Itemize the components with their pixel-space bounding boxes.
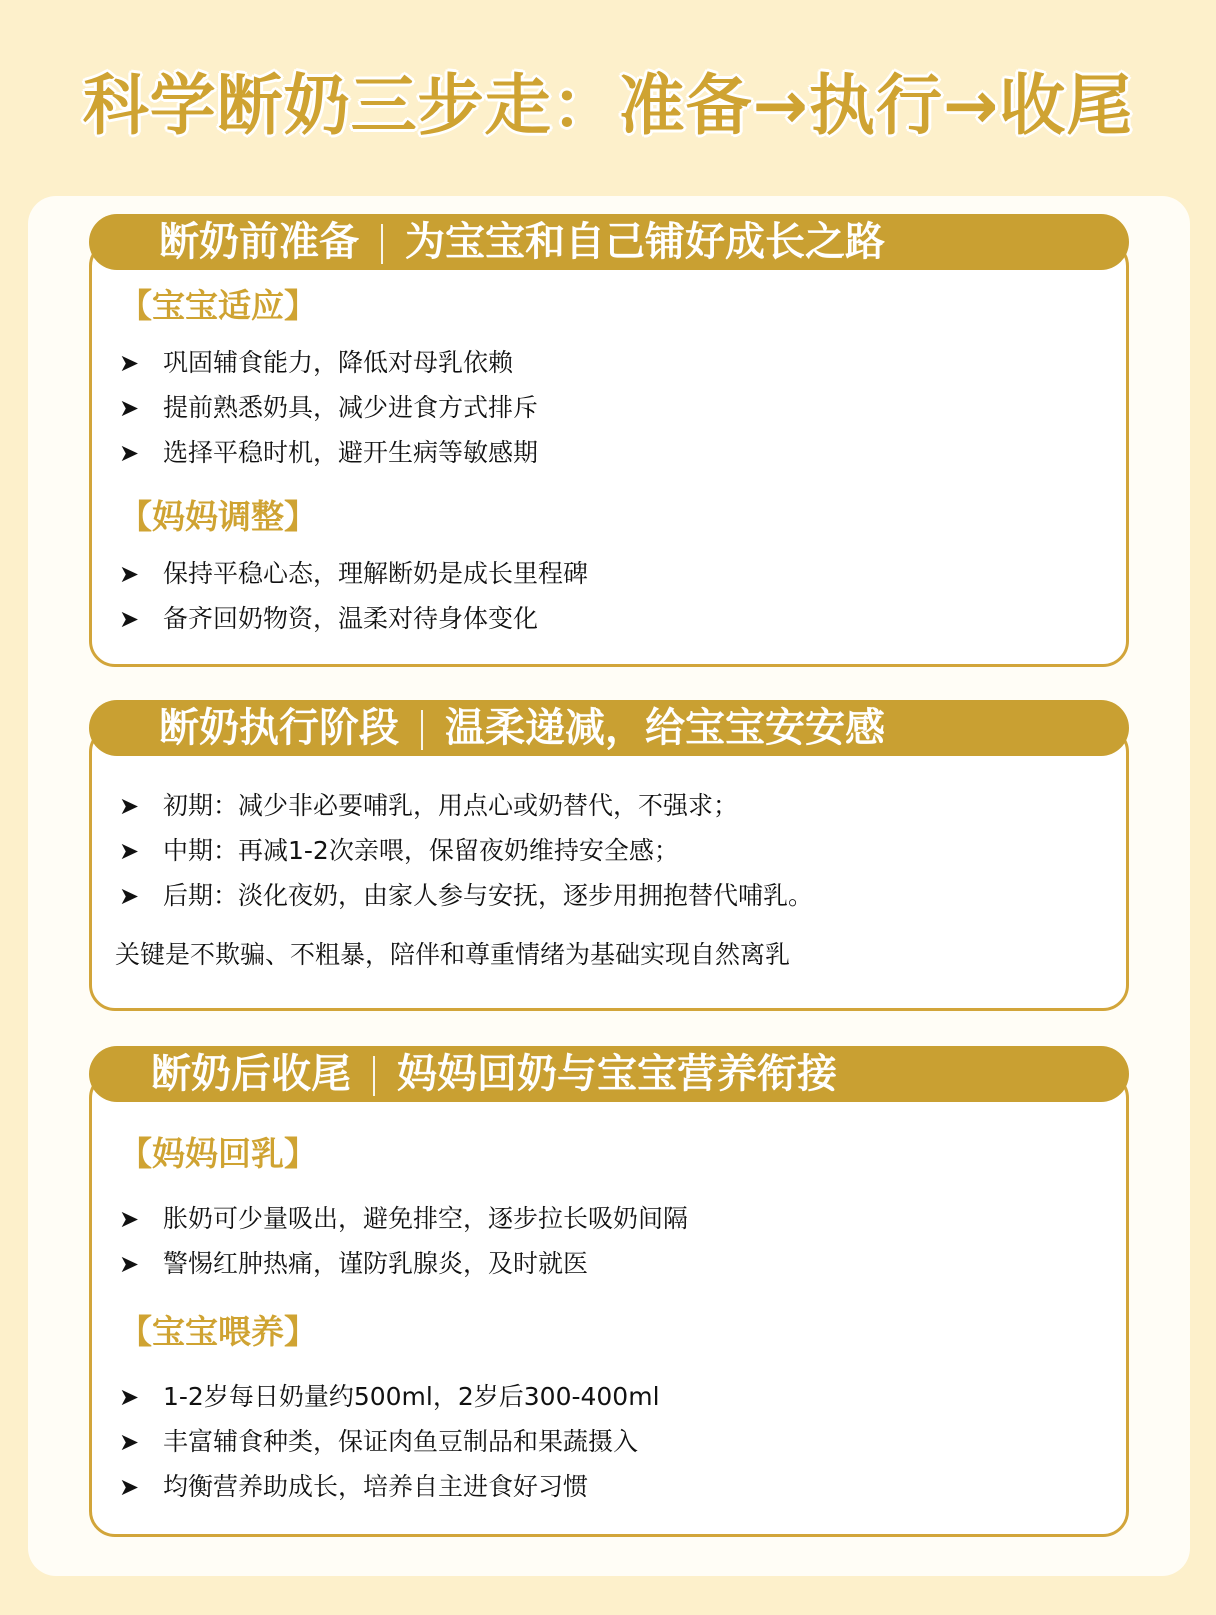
section-header — [89, 214, 1129, 270]
section-wrapup — [89, 1046, 1129, 1537]
group-label: 【宝宝喂养】 — [119, 1312, 317, 1351]
section-header — [89, 700, 1129, 756]
header-divider — [373, 1056, 375, 1096]
list-item: ➤ 1-2岁每日奶量约500ml，2岁后300-400ml — [119, 1374, 1109, 1419]
key-note: 关键是不欺骗、不粗暴，陪伴和尊重情绪为基础实现自然离乳 — [115, 940, 791, 969]
arrow-bullet-icon: ➤ — [119, 560, 140, 588]
arrow-bullet-icon: ➤ — [119, 349, 140, 377]
list-item: ➤ 选择平稳时机，避开生病等敏感期 — [119, 430, 1109, 475]
list-item: ➤ 提前熟悉奶具，减少进食方式排斥 — [119, 385, 1109, 430]
arrow-bullet-icon: ➤ — [119, 1205, 140, 1233]
list-item: ➤ 丰富辅食种类，保证肉鱼豆制品和果蔬摄入 — [119, 1419, 1109, 1464]
header-sub: 为宝宝和自己铺好成长之路 — [405, 219, 885, 265]
group-label: 【宝宝适应】 — [119, 286, 317, 325]
page-title: 科学断奶三步走：准备→执行→收尾 — [82, 67, 1134, 144]
arrow-bullet-icon: ➤ — [119, 1383, 140, 1411]
arrow-bullet-icon: ➤ — [119, 394, 140, 422]
header-main: 断奶执行阶段 — [159, 705, 399, 751]
header-divider — [421, 710, 423, 750]
header-main: 断奶后收尾 — [151, 1051, 351, 1097]
header-divider — [381, 224, 383, 264]
arrow-bullet-icon: ➤ — [119, 1250, 140, 1278]
arrow-bullet-icon: ➤ — [119, 605, 140, 633]
arrow-bullet-icon: ➤ — [119, 1473, 140, 1501]
list-item: ➤ 中期：再减1-2次亲喂，保留夜奶维持安全感； — [119, 828, 1109, 873]
list-item: ➤ 胀奶可少量吸出，避免排空，逐步拉长吸奶间隔 — [119, 1196, 1109, 1241]
arrow-bullet-icon: ➤ — [119, 1428, 140, 1456]
section-execution — [89, 700, 1129, 1011]
section-preparation — [89, 214, 1129, 667]
arrow-bullet-icon: ➤ — [119, 882, 140, 910]
header-sub: 温柔递减，给宝宝安安感 — [445, 705, 885, 751]
section-header — [89, 1046, 1129, 1102]
list-item: ➤ 均衡营养助成长，培养自主进食好习惯 — [119, 1464, 1109, 1509]
arrow-bullet-icon: ➤ — [119, 837, 140, 865]
list-item: ➤ 巩固辅食能力，降低对母乳依赖 — [119, 340, 1109, 385]
header-sub: 妈妈回奶与宝宝营养衔接 — [397, 1051, 837, 1097]
list-item: ➤ 警惕红肿热痛，谨防乳腺炎，及时就医 — [119, 1241, 1109, 1286]
arrow-bullet-icon: ➤ — [119, 439, 140, 467]
header-main: 断奶前准备 — [159, 219, 359, 265]
list-item: ➤ 初期：减少非必要哺乳，用点心或奶替代，不强求； — [119, 783, 1109, 828]
arrow-bullet-icon: ➤ — [119, 792, 140, 820]
list-item: ➤ 备齐回奶物资，温柔对待身体变化 — [119, 596, 1109, 641]
group-label: 【妈妈回乳】 — [119, 1134, 317, 1173]
list-item: ➤ 保持平稳心态，理解断奶是成长里程碑 — [119, 551, 1109, 596]
list-item: ➤ 后期：淡化夜奶，由家人参与安抚，逐步用拥抱替代哺乳。 — [119, 873, 1109, 918]
group-label: 【妈妈调整】 — [119, 497, 317, 536]
